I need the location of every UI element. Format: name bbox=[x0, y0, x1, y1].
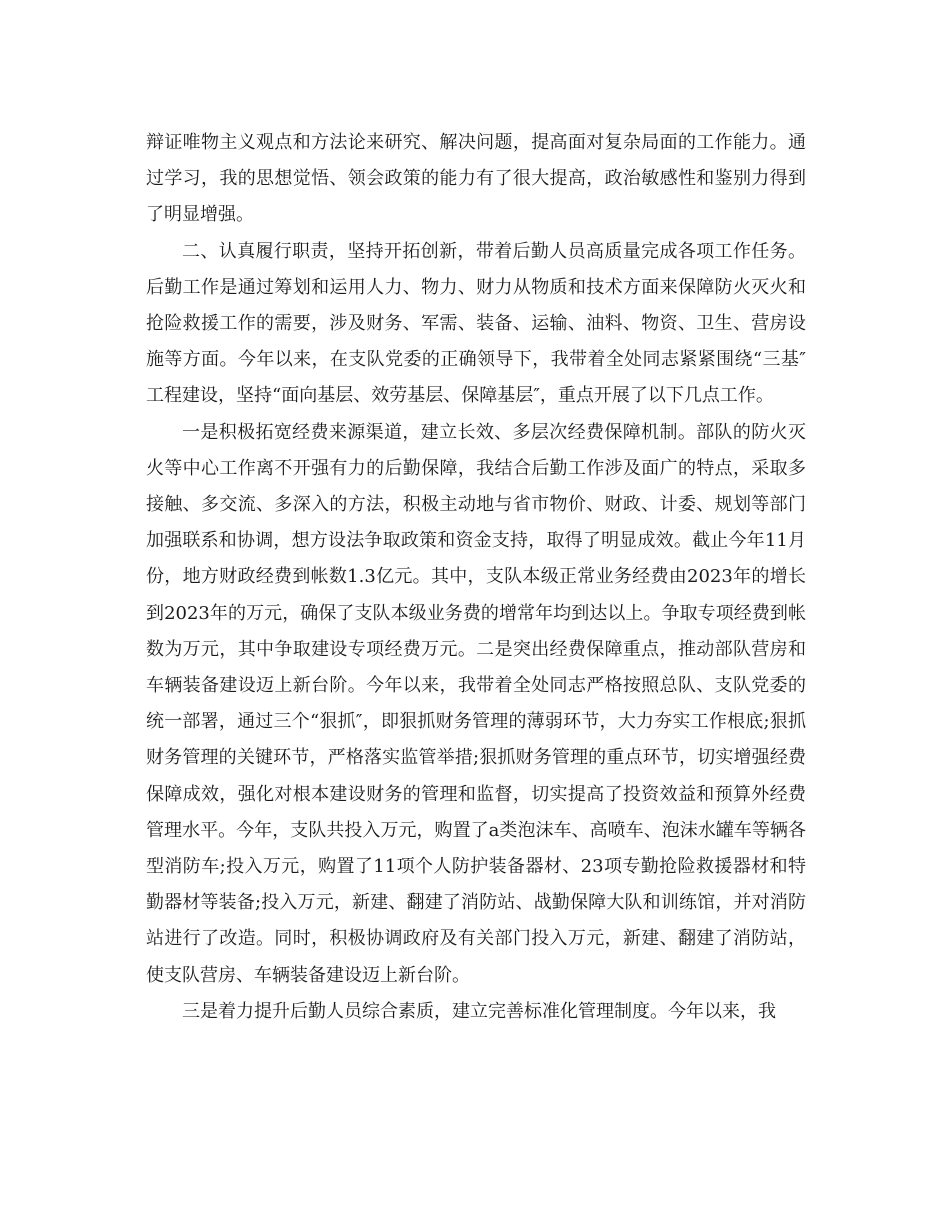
paragraph-2: 二、认真履行职责，坚持开拓创新，带着后勤人员高质量完成各项工作任务。后勤工作是通过筹划和运用人力、物力、财力从物质和技术方面来保障防火灭火和抢险救援工作的需要，涉及财务、军需、装备、运输、油料、物资、卫生、营房设施等方面。今年以来，在支队党委的正确领导下，我带着全处同志紧紧围绕“三基″工程建设，坚持“面向基层、效劳基层、保障基层″，重点开展了以下几点工作。 bbox=[146, 240, 806, 407]
paragraph-4: 三是着力提升后勤人员综合素质，建立完善标准化管理制度。今年以来，我 bbox=[182, 1000, 776, 1022]
body-text bbox=[146, 125, 806, 1030]
paragraph-3: 一是积极拓宽经费来源渠道，建立长效、多层次经费保障机制。部队的防火灭火等中心工作离不开强有力的后勤保障，我结合后勤工作涉及面广的特点，采取多接触、多交流、多深入的方法，积极主动地与省市物价、财政、计委、规划等部门加强联系和协调，想方设法争取政策和资金支持，取得了明显成效。截止今年11月份，地方财政经费到帐数1.3亿元。其中，支队本级正常业务经费由2023年的增长到2023年的万元，确保了支队本级业务费的增常年均到达以上。争取专项经费到帐数为万元，其中争取建设专项经费万元。二是突出经费保障重点，推动部队营房和车辆装备建设迈上新台阶。今年以来，我带着全处同志严格按照总队、支队党委的统一部署，通过三个“狠抓″，即狠抓财务管理的薄弱环节，大力夯实工作根底;狠抓财务管理的关键环节，严格落实监管举措;狠抓财务管理的重点环节，切实增强经费保障成效，强化对根本建设财务的管理和监督，切实提高了投资效益和预算外经费管理水平。今年，支队共投入万元，购置了a类泡沫车、高喷车、泡沫水罐车等辆各型消防车;投入万元，购置了11项个人防护装备器材、23项专勤抢险救援器材和特勤器材等装备;投入万元，新建、翻建了消防站、战勤保障大队和训练馆，并对消防站进行了改造。同时，积极协调政府及有关部门投入万元，新建、翻建了消防站，使支队营房、车辆装备建设迈上新台阶。 bbox=[146, 421, 806, 986]
paragraph-1: 辩证唯物主义观点和方法论来研究、解决问题，提高面对复杂局面的工作能力。通过学习，我的思想觉悟、领会政策的能力有了很大提高，政治敏感性和鉴别力得到了明显增强。 bbox=[146, 132, 806, 226]
